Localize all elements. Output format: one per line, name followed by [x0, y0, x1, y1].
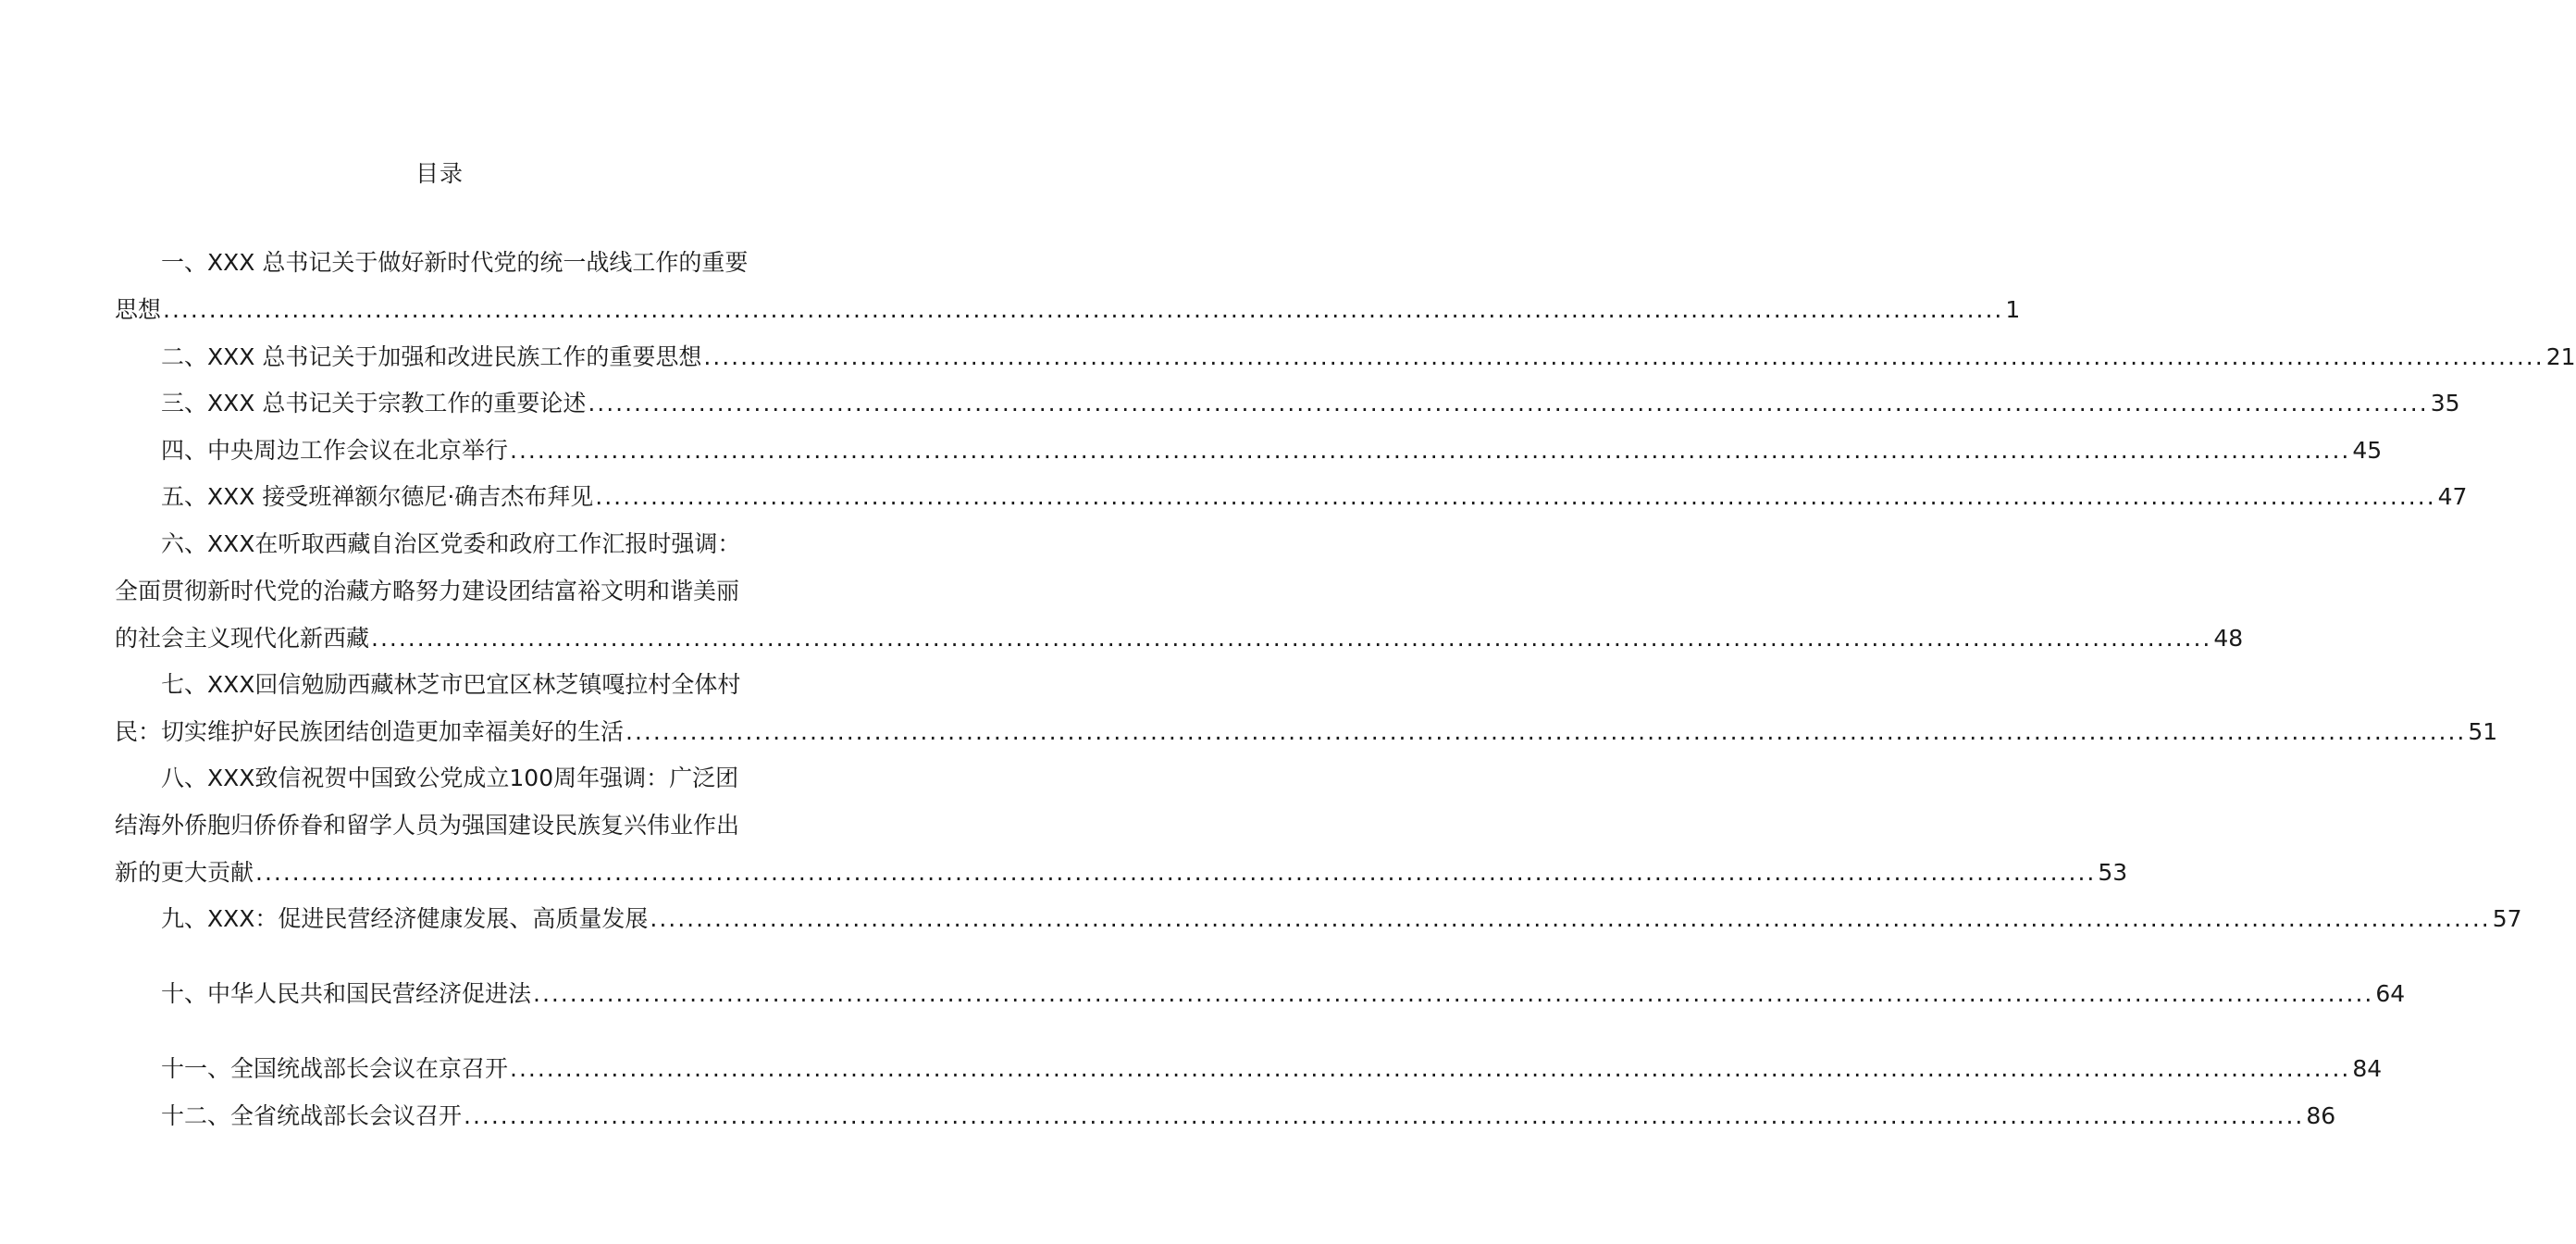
toc-entry-text: 十二、全省统战部长会议召开 [161, 1102, 463, 1129]
dot-leader: ........................................................................................................................................................................................................ [625, 718, 2467, 745]
dot-leader: ........................................................................................................................................................................................................ [510, 437, 2351, 464]
toc-entry-text: 新的更大贡献 [115, 859, 254, 886]
toc-entry-text: 一、XXX 总书记关于做好新时代党的统一战线工作的重要 [161, 249, 749, 276]
dot-leader: ........................................................................................................................................................................................................ [588, 390, 2429, 417]
toc-entry-text: 全面贯彻新时代党的治藏方略努力建设团结富裕文明和谐美丽 [115, 578, 740, 604]
page-number: 57 [2492, 905, 2522, 932]
toc-entry-text: 六、XXX在听取西藏自治区党委和政府工作汇报时强调： [161, 530, 741, 557]
page-number: 1 [2005, 296, 2021, 323]
toc-entry-text: 八、XXX致信祝贺中国致公党成立100周年强调：广泛团 [161, 765, 739, 791]
toc-entry-text: 十一、全国统战部长会议在京召开 [161, 1055, 509, 1082]
dot-leader: ........................................................................................................................................................................................................ [703, 343, 2545, 370]
toc-entry[interactable] [115, 520, 2244, 662]
toc-entry[interactable] [115, 754, 2128, 896]
page-number: 51 [2468, 718, 2498, 745]
toc-entry[interactable] [115, 970, 2406, 1017]
dot-leader: ........................................................................................................................................................................................................ [163, 296, 2004, 323]
toc-entry-text: 七、XXX回信勉励西藏林芝市巴宜区林芝镇嘎拉村全体村 [161, 671, 741, 698]
page-number: 21 [2545, 343, 2576, 370]
toc-entry[interactable] [115, 239, 2021, 333]
dot-leader: ........................................................................................................................................................................................................ [510, 1055, 2351, 1082]
toc-entry-text: 四、中央周边工作会议在北京举行 [161, 437, 509, 464]
page-number: 45 [2352, 437, 2383, 464]
dot-leader: ........................................................................................................................................................................................................ [255, 859, 2097, 886]
toc-entry[interactable] [115, 333, 2576, 380]
toc-entry-text: 思想 [115, 296, 162, 323]
toc-entry[interactable] [115, 379, 2460, 427]
toc-entry-text: 五、XXX 接受班禅额尔德尼·确吉杰布拜见 [161, 483, 594, 510]
page-number: 35 [2430, 390, 2460, 417]
toc-entry[interactable] [115, 895, 2522, 942]
dot-leader: ........................................................................................................................................................................................................ [464, 1102, 2305, 1129]
toc-entry[interactable] [115, 427, 2383, 474]
dot-leader: ........................................................................................................................................................................................................ [595, 483, 2436, 510]
page-number: 47 [2437, 483, 2468, 510]
toc-entry[interactable] [115, 1045, 2383, 1092]
toc-entry-text: 二、XXX 总书记关于加强和改进民族工作的重要思想 [161, 343, 702, 370]
toc-entry-text: 九、XXX：促进民营经济健康发展、高质量发展 [161, 905, 649, 932]
page-number: 48 [2213, 625, 2244, 652]
toc-entry[interactable] [115, 661, 2498, 755]
toc-entry-text: 三、XXX 总书记关于宗教工作的重要论述 [161, 390, 587, 417]
toc-entry[interactable] [115, 1092, 2336, 1139]
dot-leader: ........................................................................................................................................................................................................ [650, 905, 2491, 932]
toc-entry-text: 的社会主义现代化新西藏 [115, 625, 370, 652]
toc-entry[interactable] [115, 473, 2468, 520]
toc-entry-text: 结海外侨胞归侨侨眷和留学人员为强国建设民族复兴伟业作出 [115, 812, 740, 839]
page-number: 84 [2352, 1055, 2383, 1082]
page-number: 86 [2306, 1102, 2336, 1129]
toc-entry-text: 民：切实维护好民族团结创造更加幸福美好的生活 [115, 718, 625, 745]
dot-leader: ........................................................................................................................................................................................................ [533, 980, 2374, 1007]
page-number: 64 [2375, 980, 2406, 1007]
toc-title: 目录 [415, 160, 464, 187]
page-number: 53 [2098, 859, 2128, 886]
toc-entry-text: 十、中华人民共和国民营经济促进法 [161, 980, 532, 1007]
dot-leader: ........................................................................................................................................................................................................ [371, 625, 2212, 652]
